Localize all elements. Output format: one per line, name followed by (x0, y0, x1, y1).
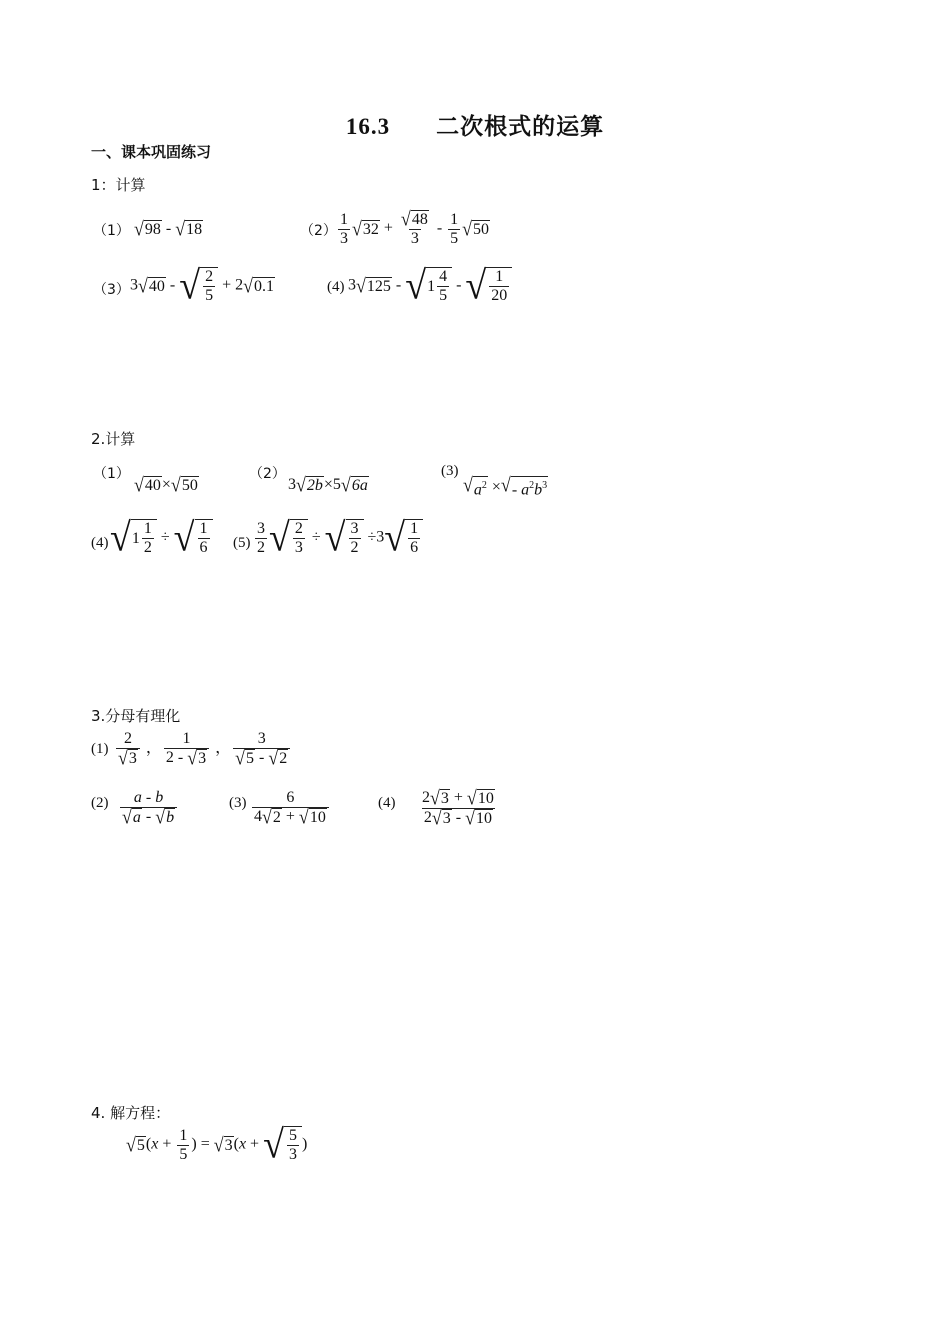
q3-heading: 3.分母有理化 (91, 707, 181, 725)
q1-1-expr: √ 98 - √ 18 (134, 217, 203, 240)
sqrt-98: √ 98 (134, 217, 161, 240)
q3-1-label: (1) (91, 741, 109, 757)
section-heading: 一、课本巩固练习 (91, 143, 212, 161)
q1-heading: 1：计算 (91, 176, 146, 194)
q3-4-expr: 2 √ 3 + √ 10 2 √ 3 - √ 10 (422, 786, 494, 829)
q1-4-label: (4) (327, 279, 345, 295)
q3-4-label: (4) (378, 795, 396, 811)
q4-equation: √ 5 (x + $\frac{1}{5}$ ) = √ 3 (x + √ $\frac{5}{3}$ ) (126, 1122, 308, 1168)
q2-2-expr: 3 √ 2b ×5 √ 6a (288, 473, 368, 496)
sqrt-18: √ 18 (175, 217, 203, 240)
q1-1-label: （1） (93, 223, 130, 239)
sqrt-32: √ 32 (352, 217, 379, 240)
fraction: √ 48 3 (400, 207, 428, 247)
q2-2-label: （2） (249, 466, 286, 482)
fraction: $\frac{1}{5}$ (450, 210, 459, 247)
q3-2-label: (2) (91, 795, 109, 811)
q2-4-label: (4) (91, 535, 109, 551)
q2-5-expr: $\frac{3}{2}$ √ $\frac{2}{3}$ ÷ √ $\frac{3}{2}$ ÷3 √ $\frac{1}{6}$ (253, 519, 423, 557)
q2-1-expr: √ 40 × √ 50 (134, 473, 198, 496)
q2-3-expr: √ $a^2$ × √ - $a^2b^3$ (463, 473, 548, 499)
fraction: $\frac{1}{3}$ (340, 210, 348, 247)
q1-4-expr: 3 √ 125 - √ 1 $\frac{4}{5}$ - √ $\frac{1}{20}$ (348, 267, 512, 305)
q2-1-label: （1） (93, 466, 130, 482)
q1-2-label: （2） (300, 223, 337, 239)
page-title (0, 108, 950, 141)
q1-2-expr: $\frac{1}{3}$ √ 32 + √ 48 3 - $\frac{1}{5}$ √ 50 (340, 207, 490, 247)
q4-heading: 4. 解方程： (91, 1104, 171, 1122)
q1-3-label: （3） (93, 282, 130, 298)
q2-heading: 2.计算 (91, 430, 136, 448)
title-number: 16.3 (345, 114, 391, 139)
q3-3-expr: 6 4 √ 2 + √ 10 (250, 789, 331, 827)
q3-2-expr: a - b √ a - √ b (118, 789, 179, 827)
q3-1-expr: 2 √ 3 ， 1 2 - √ 3 ， 3 √ 5 - √ 2 (114, 730, 292, 768)
title-text: 二次根式的运算 (436, 114, 605, 140)
sqrt-50: √ 50 (462, 217, 490, 240)
q2-3-label: (3) (441, 463, 459, 479)
q2-4-expr: √ 1 $\frac{1}{2}$ ÷ √ $\frac{1}{6}$ (110, 519, 213, 557)
q1-3-expr: 3 √ 40 - √ $\frac{2}{5}$ + 2 √ 0.1 (130, 263, 274, 309)
q3-3-label: (3) (229, 795, 247, 811)
q2-5-label: (5) (233, 535, 251, 551)
